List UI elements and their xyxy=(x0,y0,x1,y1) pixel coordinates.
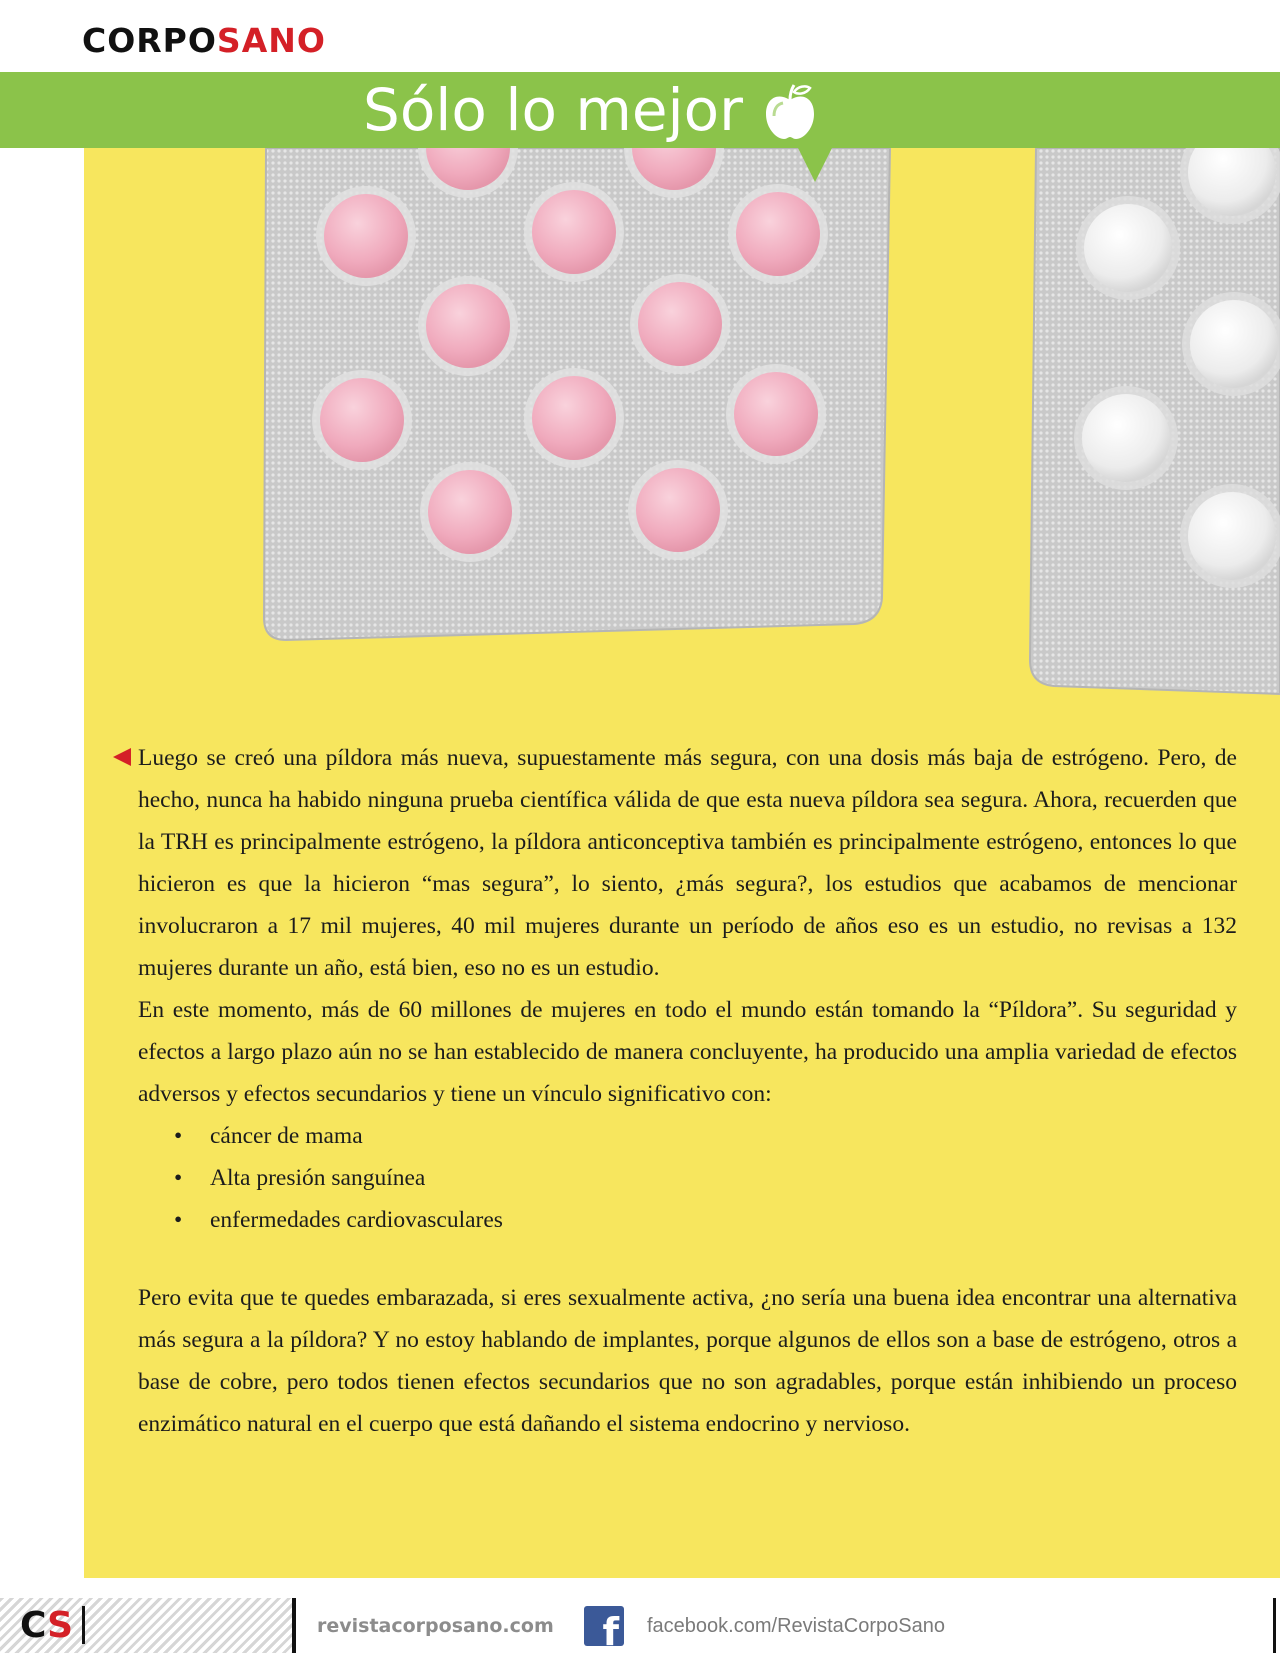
list-item: • enfermedades cardiovasculares xyxy=(210,1199,1237,1241)
facebook-icon[interactable]: f xyxy=(584,1606,624,1646)
website-link[interactable]: revistacorposano.com xyxy=(317,1615,554,1637)
logo-corpo: CORPO xyxy=(82,21,217,60)
magazine-logo xyxy=(82,18,326,64)
risk-list xyxy=(138,1115,1237,1241)
page-footer xyxy=(0,1598,1280,1653)
spacer xyxy=(138,1241,1237,1277)
paragraph-1: Luego se creó una píldora más nueva, supuestamente más segura, con una dosis más baja de estrógeno. Pero, de hecho, nunca ha habido ninguna prueba científica válida de que esta nueva píldora sea segura. Ahora, recuerden que la TRH es principalmente estrógeno, la píldora anticonceptiva también es principalmente estrógeno, entonces lo que hicieron es que la hicieron “mas segura”, lo siento, ¿más segura?, los estudios que acabamos de mencionar involucraron a 17 mil mujeres, 40 mil mujeres durante un período de años eso es un estudio, no revisas a 132 mujeres durante un año, está bien, eso no es un estudio. xyxy=(138,745,1237,981)
banner-tip xyxy=(798,148,832,182)
apple-icon xyxy=(764,82,816,140)
pill-blister-photo xyxy=(84,148,1280,708)
footer-divider xyxy=(292,1598,296,1653)
logo-sano: SANO xyxy=(216,21,326,60)
facebook-link[interactable]: facebook.com/RevistaCorpoSano xyxy=(647,1615,945,1637)
paragraph-2: En este momento, más de 60 millones de mujeres en todo el mundo están tomando la “Píldora”. Su seguridad y efectos a largo plazo aún no se han establecido de manera concluyente, ha producido una amplia variedad de efectos adversos y efectos secundarios y tiene un vínculo significativo con: xyxy=(138,997,1237,1107)
list-item: • Alta presión sanguínea xyxy=(210,1157,1237,1199)
cs-divider xyxy=(82,1606,85,1644)
article-body xyxy=(138,737,1237,1445)
section-title: Sólo lo mejor xyxy=(363,76,744,144)
footer-right-bar xyxy=(1273,1598,1276,1653)
cs-logo: CS xyxy=(20,1605,74,1646)
list-item: • cáncer de mama xyxy=(210,1115,1237,1157)
red-triangle-marker-icon xyxy=(113,748,131,766)
paragraph-3: Pero evita que te quedes embarazada, si eres sexualmente activa, ¿no sería una buena idea encontrar una alternativa más segura a la píldora? Y no estoy hablando de implantes, porque algunos de ellos son a base de estrógeno, otros a base de cobre, pero todos tienen efectos secundarios que no son agradables, porque están inhibiendo un proceso enzimático natural en el cuerpo que está dañando el sistema endocrino y nervioso. xyxy=(138,1285,1237,1437)
